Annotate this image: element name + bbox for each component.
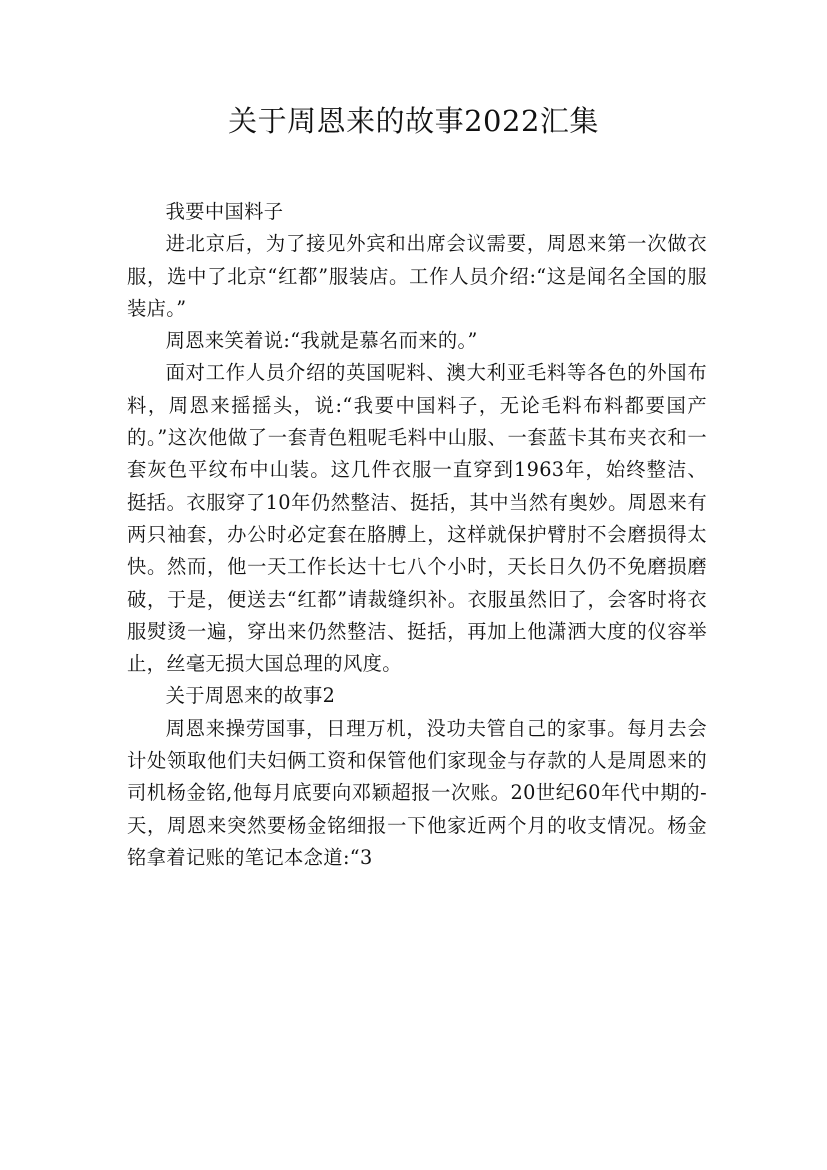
document-body [127, 196, 707, 874]
paragraph: 周恩来笑着说:“我就是慕名而来的。” [165, 329, 478, 353]
paragraph: 周恩来操劳国事，日理万机，没功夫管自己的家事。每月去会计处领取他们夫妇俩工资和保管他们家现金与存款的人是周恩来的司机杨金铭,他每月底要向邓颖超报一次账。20世纪60年代中期的-天，周恩来突然要杨金铭细报一下他家近两个月的收支情况。杨金铭拿着记账的笔记本念道:“3 [127, 716, 707, 869]
document-title: 关于周恩来的故事2022汇集 [228, 104, 599, 138]
section-heading: 我要中国料子 [165, 200, 284, 223]
section-heading: 关于周恩来的故事2 [165, 684, 336, 708]
paragraph: 进北京后，为了接见外宾和出席会议需要，周恩来第一次做衣服，选中了北京“红都”服装店。工作人员介绍:“这是闻名全国的服装店。” [127, 232, 707, 320]
paragraph: 面对工作人员介绍的英国呢料、澳大利亚毛料等各色的外国布料，周恩来摇摇头，说:“我要中国料子，无论毛料布料都要国产的。”这次他做了一套青色粗呢毛料中山服、一套蓝卡其布夹衣和一套灰色平纹布中山装。这几件衣服一直穿到1963年，始终整洁、挺括。衣服穿了10年仍然整洁、挺括，其中当然有奥妙。周恩来有两只袖套，办公时必定套在胳膊上，这样就保护臂肘不会磨损得太快。然而，他一天工作长达十七八个小时，天长日久仍不免磨损磨破，于是，便送去“红都”请裁缝织补。衣服虽然旧了，会客时将衣服熨烫一遍，穿出来仍然整洁、挺括，再加上他潇洒大度的仪容举止，丝毫无损大国总理的风度。 [127, 361, 707, 676]
